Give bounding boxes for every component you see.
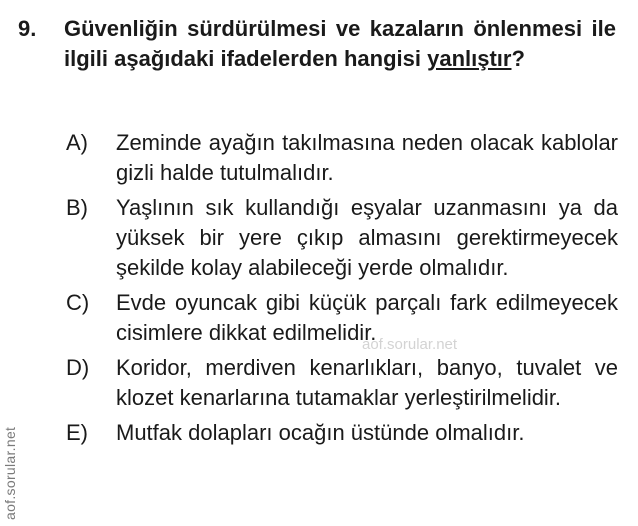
option-letter: C) bbox=[66, 290, 90, 315]
side-watermark: aof.sorular.net bbox=[2, 426, 18, 520]
answer-options bbox=[66, 128, 618, 453]
question-block bbox=[18, 14, 616, 74]
question-text bbox=[64, 14, 616, 74]
question-text-main: Güvenliğin sürdürülmesi ve kazaların önlenmesi ile ilgili aşağıdaki ifadelerden hangisi bbox=[64, 16, 616, 71]
option-text: Yaşlının sık kullandığı eşyalar uzanmasını ya da yüksek bir yere çıkıp almasını gerektirmeyecek şekilde kolay alabileceği yerde olmalıdır. bbox=[116, 195, 618, 280]
option-text: Zeminde ayağın takılmasına neden olacak kablolar gizli halde tutulmalıdır. bbox=[116, 130, 618, 185]
question-stem bbox=[18, 14, 616, 74]
option-letter: B) bbox=[66, 195, 88, 220]
option-text: Koridor, merdiven kenarlıkları, banyo, tuvalet ve klozet kenarlarına tutamaklar yerleştirilmelidir. bbox=[116, 355, 618, 410]
option-a[interactable] bbox=[66, 128, 618, 188]
question-text-end: ? bbox=[511, 46, 525, 71]
option-letter: D) bbox=[66, 355, 90, 380]
option-b[interactable] bbox=[66, 193, 618, 283]
option-d[interactable] bbox=[66, 353, 618, 413]
option-letter: A) bbox=[66, 130, 88, 155]
question-text-underlined: yanlıştır bbox=[427, 46, 512, 71]
question-number: 9. bbox=[18, 16, 37, 41]
option-c[interactable] bbox=[66, 288, 618, 348]
option-e[interactable] bbox=[66, 418, 618, 448]
center-watermark: aof.sorular.net bbox=[362, 336, 458, 353]
option-text: Mutfak dolapları ocağın üstünde olmalıdır. bbox=[116, 420, 525, 445]
option-text: Evde oyuncak gibi küçük parçalı fark edilmeyecek cisimlere dikkat edilmelidir. bbox=[116, 290, 618, 345]
option-letter: E) bbox=[66, 420, 88, 445]
